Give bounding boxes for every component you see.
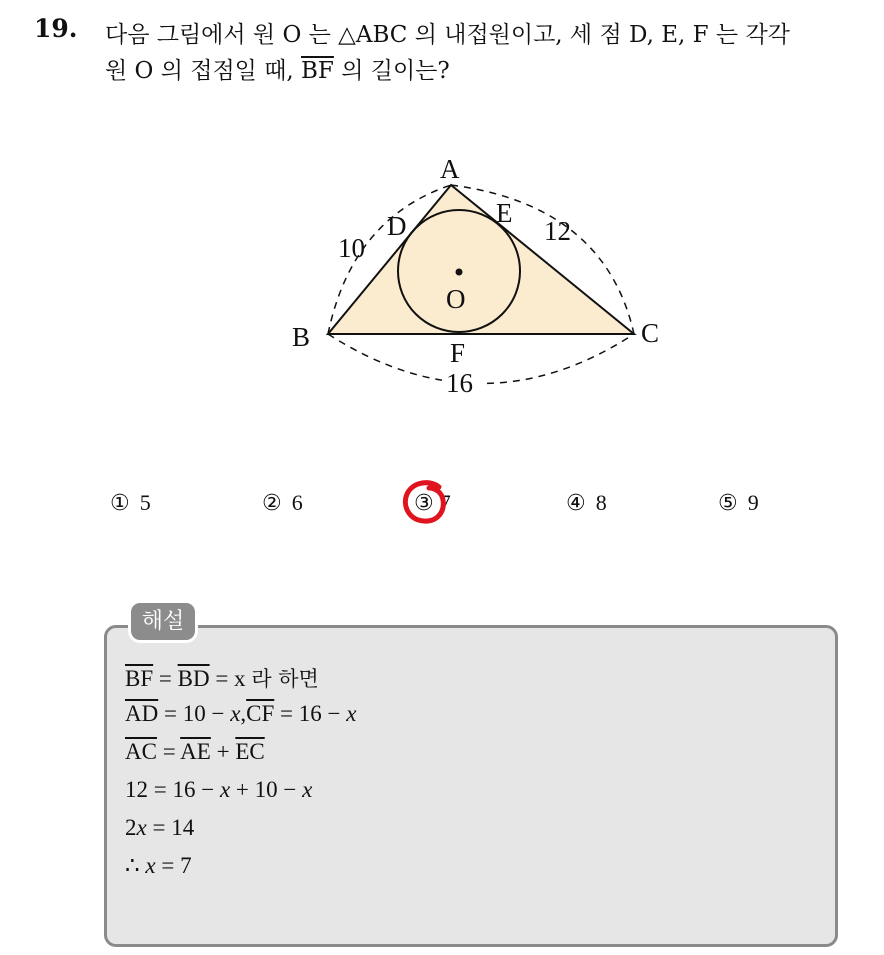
solution-line-4 bbox=[125, 777, 312, 803]
question-text-line1: 다음 그림에서 원 O 는 △ABC 의 내접원이고, 세 점 D, E, F 는 각각 bbox=[105, 22, 790, 48]
label-e: E bbox=[496, 198, 513, 228]
sol-expr: = 10 − bbox=[158, 701, 231, 726]
solution-line-3 bbox=[125, 739, 265, 765]
choice-5-symbol: ⑤ bbox=[718, 491, 738, 516]
seg-bd: $\overline{BD}$ bbox=[177, 666, 210, 691]
solution-line-1 bbox=[125, 663, 319, 693]
solution-tab: 해설 bbox=[128, 600, 198, 643]
center-dot bbox=[456, 269, 463, 276]
sol-expr: = 16 − bbox=[274, 701, 347, 726]
choice-2-value: 6 bbox=[291, 490, 303, 515]
choice-1-value: 5 bbox=[139, 490, 151, 515]
label-side-ac: 12 bbox=[544, 216, 571, 246]
choice-5[interactable] bbox=[718, 490, 759, 516]
choice-4-value: 8 bbox=[595, 490, 607, 515]
solution-line-6 bbox=[125, 853, 192, 879]
choice-3-value: 7 bbox=[439, 490, 451, 515]
label-side-bc: 16 bbox=[446, 368, 473, 398]
var-x: x bbox=[136, 815, 147, 840]
label-side-ab: 10 bbox=[338, 233, 365, 263]
sol-eq: = bbox=[156, 739, 181, 764]
label-c: C bbox=[641, 318, 660, 348]
seg-cf: $\overline{CF}$ bbox=[246, 701, 275, 726]
seg-ec: $\overline{EC}$ bbox=[235, 739, 265, 764]
sol-plus: + bbox=[210, 739, 236, 764]
label-f: F bbox=[450, 338, 466, 368]
choice-4-symbol: ④ bbox=[566, 491, 586, 516]
choice-1-symbol: ① bbox=[110, 491, 130, 516]
sol-comma: , bbox=[240, 701, 247, 726]
choice-1[interactable] bbox=[110, 490, 151, 516]
sol-expr: 12 = 16 − bbox=[125, 777, 220, 802]
seg-bf: $\overline{BF}$ bbox=[125, 666, 154, 691]
label-a: A bbox=[440, 154, 460, 184]
choice-4[interactable] bbox=[566, 490, 607, 516]
question-text-post: 의 길이는? bbox=[333, 58, 450, 84]
answer-circle-mark bbox=[401, 478, 449, 526]
var-x: x bbox=[346, 701, 357, 726]
var-x: x bbox=[302, 777, 313, 802]
var-x: x bbox=[219, 777, 231, 802]
var-x: x bbox=[230, 701, 241, 726]
segment-bf: $\overline{BF}$ bbox=[301, 58, 334, 84]
label-b: B bbox=[292, 322, 311, 352]
sol-therefore: ∴ bbox=[125, 853, 146, 878]
solution-line-2 bbox=[125, 701, 356, 727]
sol-expr: + 10 − bbox=[230, 777, 303, 802]
seg-ac: $\overline{AC}$ bbox=[125, 739, 157, 764]
triangle-figure bbox=[280, 150, 680, 400]
var-x: x bbox=[145, 853, 156, 878]
sol-text: 라 하면 bbox=[251, 667, 319, 691]
label-o: O bbox=[446, 284, 466, 314]
choice-2-symbol: ② bbox=[262, 491, 282, 516]
sol-expr: 2 bbox=[125, 815, 137, 840]
sol-expr: = 14 bbox=[146, 815, 195, 840]
question-text-pre: 원 O 의 접점일 때, bbox=[105, 58, 302, 84]
seg-ae: $\overline{AE}$ bbox=[180, 739, 211, 764]
seg-ad: $\overline{AD}$ bbox=[125, 701, 159, 726]
solution-line-5 bbox=[125, 815, 194, 841]
choice-3-symbol: ③ bbox=[414, 491, 434, 516]
choice-2[interactable] bbox=[262, 490, 303, 516]
sol-expr: = 7 bbox=[155, 853, 192, 878]
sol-eq-x: = x bbox=[209, 666, 252, 691]
sol-eq: = bbox=[153, 666, 178, 691]
label-d: D bbox=[387, 211, 407, 241]
triangle-abc bbox=[328, 185, 634, 334]
question-text-line2 bbox=[105, 52, 450, 85]
choice-5-value: 9 bbox=[747, 490, 759, 515]
question-number: 19. bbox=[34, 14, 78, 43]
